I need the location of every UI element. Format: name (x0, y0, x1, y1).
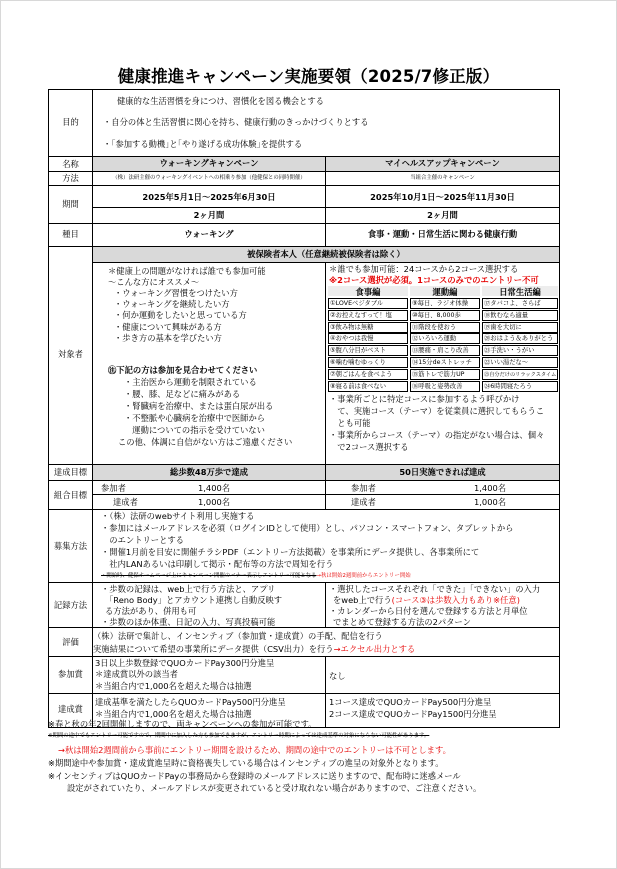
walking-participants: 1,400名 (198, 483, 231, 493)
course-item: ⑫いろいろ運動 (410, 333, 480, 344)
record-left-line: ・歩数のほか体重、日記の入力、写真投稿可能 (101, 617, 276, 627)
course-item: ④おやつは我慢 (328, 333, 408, 344)
footnote: ※インセンティブはQUOカードPayの事務局から登録時のメールアドレスに送りますので、配布時に迷惑メール (48, 771, 461, 781)
recruit-strike-text: ・開始時、健保ホームページ上にキャンペーン開催のバナー表示しエントリー可能となる (101, 573, 317, 579)
walking-achievers-label: 達成者 (113, 497, 138, 507)
course-header-daily: 日常生活編 (499, 287, 541, 297)
course-item: ⑤腹八分目がベスト (328, 345, 408, 356)
course-item: ⑭15分deストレッチ (410, 357, 480, 368)
course-item: ⑩毎日、8,000歩 (410, 310, 480, 321)
target-left-line: ～こんな方にオススメ～ (108, 277, 200, 287)
row-line (48, 246, 560, 247)
target-header: 被保険者本人（任意継続被保険者は除く） (247, 249, 405, 259)
row-label-eval: 評価 (62, 637, 79, 647)
myhealth-achievers-label: 達成者 (351, 497, 376, 507)
target-right-warning: ※2コース選択が必須。1コースのみでのエントリー不可 (329, 275, 539, 285)
row-label-achievement: 達成賞 (58, 704, 83, 714)
row-line (48, 89, 560, 90)
course-item: ②お控えなすって！塩 (328, 310, 408, 321)
course-item: ⑨毎日、ラジオ体操 (410, 298, 480, 309)
course-header-food: 食事編 (355, 287, 381, 297)
myhealth-participants: 1,400名 (474, 483, 507, 493)
course-item: ①LOVEベジタブル (328, 298, 408, 309)
row-label-recruit: 募集方法 (53, 541, 88, 551)
course-item: ⑳おはよう＆ありがとう (482, 333, 558, 344)
course-item: ③飲み物は無糖 (328, 322, 408, 333)
recruit-line: 社内LANあるいは印刷して掲示・配布等の方法で周知を行う (101, 559, 334, 569)
target-left-line: ・歩き方の基本を学びたい方 (114, 333, 222, 343)
participation-line: 3日以上歩数登録でQUOカードPay300円分進呈 (95, 658, 275, 668)
course-item: ⑧寝る前は食べない (328, 381, 408, 392)
eval-text: 実施結果について希望の事業所にデータ提供（CSV出力）を行う (93, 644, 334, 654)
achievement-line: 達成基準を満たしたらQUOカードPay500円分進呈 (95, 697, 286, 707)
walking-months: 2ヶ月間 (193, 210, 225, 220)
target-left-line: この他、体調に自信がない方はご遠慮ください (118, 437, 293, 447)
target-right-note: で2コース選択する (329, 442, 409, 452)
target-right-top: ＊誰でも参加可能：24コースから2コース選択する (329, 264, 519, 274)
record-left-line: る方法があり、併用も可 (105, 606, 197, 616)
row-line (92, 207, 559, 208)
record-right-line: ・選択したコースそれぞれ「できた」「できない」の入力 (329, 584, 541, 594)
row-label-period: 期間 (62, 199, 79, 209)
row-line (48, 171, 560, 172)
myhealth-period: 2025年10月1日～2025年11月30日 (370, 192, 515, 202)
target-left-line: ・ウォーキングを継続したい方 (114, 299, 230, 309)
achievement-right-line: 1コース達成でQUOカードPay500円分進呈 (329, 697, 492, 707)
myhealth-goal: 50日実施できれば達成 (399, 467, 486, 477)
row-line (48, 509, 560, 510)
target-left-line: ・ウォーキング習慣をつけたい方 (114, 288, 238, 298)
myhealth-months: 2ヶ月間 (427, 210, 458, 220)
row-line (48, 693, 560, 694)
page-title: 健康推進キャンペーン実施要領（2025/7修正版） (117, 67, 500, 86)
course-item: ⑱飲むなら適量 (482, 310, 558, 321)
target-right-note: て、実施コース（テーマ）を従業員に選択してもらうこ (329, 406, 545, 416)
record-left-line: 「Reno Body」とアカウント連携し自動反映す (105, 595, 283, 605)
walking-name: ウォーキングキャンペーン (159, 158, 259, 168)
purpose-line: 健康的な生活習慣を身につけ、習慣化を図る機会とする (117, 96, 324, 106)
eval-red: →エクセル出力とする (333, 644, 416, 654)
course-item: ㉒いい湯だな～ (482, 357, 558, 368)
course-item: ⑯呼吸と姿勢改善 (410, 381, 480, 392)
course-item: ⑥噛む噛むゆっくり (328, 357, 408, 368)
row-line (48, 223, 560, 224)
course-item: ⑲歯を大切に (482, 322, 558, 333)
target-left-line: ・腰、膝、足などに痛みがある (124, 389, 241, 399)
row-label-purpose: 目的 (62, 117, 79, 127)
row-label-goal: 達成目標 (53, 467, 88, 477)
recruit-line: のエントリーとする (101, 535, 184, 545)
record-right-red: (コース③は歩数入力もあり※任意) (391, 595, 520, 605)
row-label-method: 方法 (62, 173, 79, 183)
myhealth-method: 当組合主催のキャンペーン (410, 175, 475, 181)
footnote-red: →秋は開始2週間前から事前にエントリー期間を設けるため、期間の途中でのエントリーは不可とします。 (58, 745, 451, 755)
record-right-line: でまとめて登録する方法の2パターン (333, 617, 471, 627)
row-label-name: 名称 (62, 159, 79, 169)
walking-method: （株）法研主催のウォーキングイベントへの相乗り参加（他健保との同時開催） (112, 175, 306, 181)
course-item: ㉓自分だけのリラックスタイム (482, 369, 558, 380)
row-line (48, 627, 560, 628)
target-left-line: ・健康について興味がある方 (114, 322, 222, 332)
record-right-line: ・カレンダーから日付を選んで登録する方法と月単位 (329, 606, 528, 616)
achievement-right-line: 2コース達成でQUOカードPay1500円分進呈 (329, 709, 497, 719)
count-divider (326, 494, 559, 495)
target-left-caution: ㊟下記の方は参加を見合わせてください (108, 365, 258, 375)
participation-right: なし (329, 671, 346, 681)
target-left-line: 運動についての指示を受けていない (124, 425, 265, 435)
walking-kind: ウォーキング (184, 229, 234, 239)
participation-line: ＊達成賞以外の該当者 (95, 669, 178, 679)
walking-goal: 総歩数48万歩で達成 (170, 467, 248, 477)
myhealth-participants-label: 参加者 (351, 483, 376, 493)
achievement-line: ＊当組合内で1,000名を超えた場合は抽選 (95, 709, 252, 719)
center-divider-bottom (325, 656, 326, 728)
purpose-line: ・自分の体と生活習慣に関心を持ち、健康行動のきっかけづくりとする (103, 117, 369, 127)
row-line (48, 582, 560, 583)
record-right-line2 (333, 595, 520, 605)
recruit-red-text: →秋は開始2週間前からエントリー開始 (316, 573, 411, 579)
target-right-note: とも可能 (329, 418, 371, 428)
course-item: ⑪階段を使おう (410, 322, 480, 333)
walking-achievers: 1,000名 (198, 497, 231, 507)
footnote: 設定がされていたり、メールアドレスが変更されていると受け取れない場合がありますので、ご注意ください。 (67, 783, 482, 793)
row-line (48, 464, 560, 465)
row-label-count: 組合目標 (53, 490, 88, 500)
row-line (48, 156, 560, 157)
row-label-record: 記録方法 (53, 600, 88, 610)
myhealth-kind: 食事・運動・日常生活に関わる健康行動 (367, 229, 518, 239)
participation-line: ＊当組合内で1,000名を超えた場合は抽選 (95, 681, 252, 691)
myhealth-name: マイヘルスアップキャンペーン (385, 158, 500, 168)
footnote: ※春と秋の年2回開催しますので、両キャンペーンへの参加が可能です。 (48, 719, 317, 729)
row-line (48, 185, 560, 186)
course-item: ㉑手洗い・うがい (482, 345, 558, 356)
record-right-text: をweb上で行う (333, 595, 392, 605)
course-item: ⑦朝ごはんを食べよう (328, 369, 408, 380)
target-left-line: ・不整脈や心臓病を治療中で医師から (124, 413, 266, 423)
target-left-line: ・何か運動をしたいと思っている方 (114, 310, 247, 320)
walking-participants-label: 参加者 (101, 483, 126, 493)
course-header-exercise: 運動編 (432, 287, 458, 297)
target-left-line: ・主治医から運動を制限されている (124, 377, 257, 387)
record-left-line: ・歩数の記録は、web上で行う方法と、アプリ (101, 584, 276, 594)
walking-period: 2025年5月1日～2025年6月30日 (142, 192, 276, 202)
row-label-kind: 種目 (62, 229, 79, 239)
purpose-line: ・｢参加する動機｣と｢やり遂げる成功体験｣を提供する (103, 139, 303, 149)
recruit-line: ・（株）法研のwebサイト利用し実施する (101, 511, 255, 521)
row-label-participation: 参加賞 (58, 669, 83, 679)
myhealth-achievers: 1,000名 (474, 497, 507, 507)
target-left-line: ・腎臓病を治療中、または蛋白尿が出る (124, 401, 274, 411)
row-line (92, 262, 559, 263)
eval-line: （株）法研で集計し、インセンティブ（参加賞・達成賞）の手配、配信を行う (93, 631, 383, 641)
recruit-old-note (101, 572, 411, 580)
footnote-strike: ※期間の途中でもエントリー可能ですので、期間中に加入した方も参加できますが、エントリー時期によっては達成基準の対象にならない可能性があります。 (48, 733, 430, 739)
recruit-line: ・参加にはメールアドレスを必須（ログインIDとして使用）とし、パソコン・スマートフォン、タブレットから (101, 523, 514, 533)
course-item: ⑬腰痛・肩こり改善 (410, 345, 480, 356)
course-item: ⑰タバコよ、さらば (482, 298, 558, 309)
row-line (48, 480, 560, 481)
target-right-note: ・事業所ごとに特定コースに参加するよう呼びかけ (329, 394, 520, 404)
eval-line2 (93, 644, 415, 654)
recruit-line: ・開催1月前を目安に開催チラシPDF（エントリー方法掲載）を事業所にデータ提供し、各事業所にて (101, 547, 480, 557)
row-label-target: 対象者 (58, 349, 83, 359)
center-divider-record (325, 582, 326, 627)
count-divider (93, 494, 325, 495)
target-right-note: ・事業所からコース（テーマ）の指定がない場合は、個々 (329, 430, 545, 440)
target-left-line: ＊健康上の問題がなければ誰でも参加可能 (108, 266, 266, 276)
row-line (48, 656, 560, 657)
course-item: ⑮筋トレで筋力UP (410, 369, 480, 380)
footnote: ※期間途中や参加賞・達成賞進呈時に資格喪失している場合はインセンティブの進呈の対象外となります。 (48, 758, 444, 768)
course-item: ㉔6時間寝たろう (482, 381, 558, 392)
